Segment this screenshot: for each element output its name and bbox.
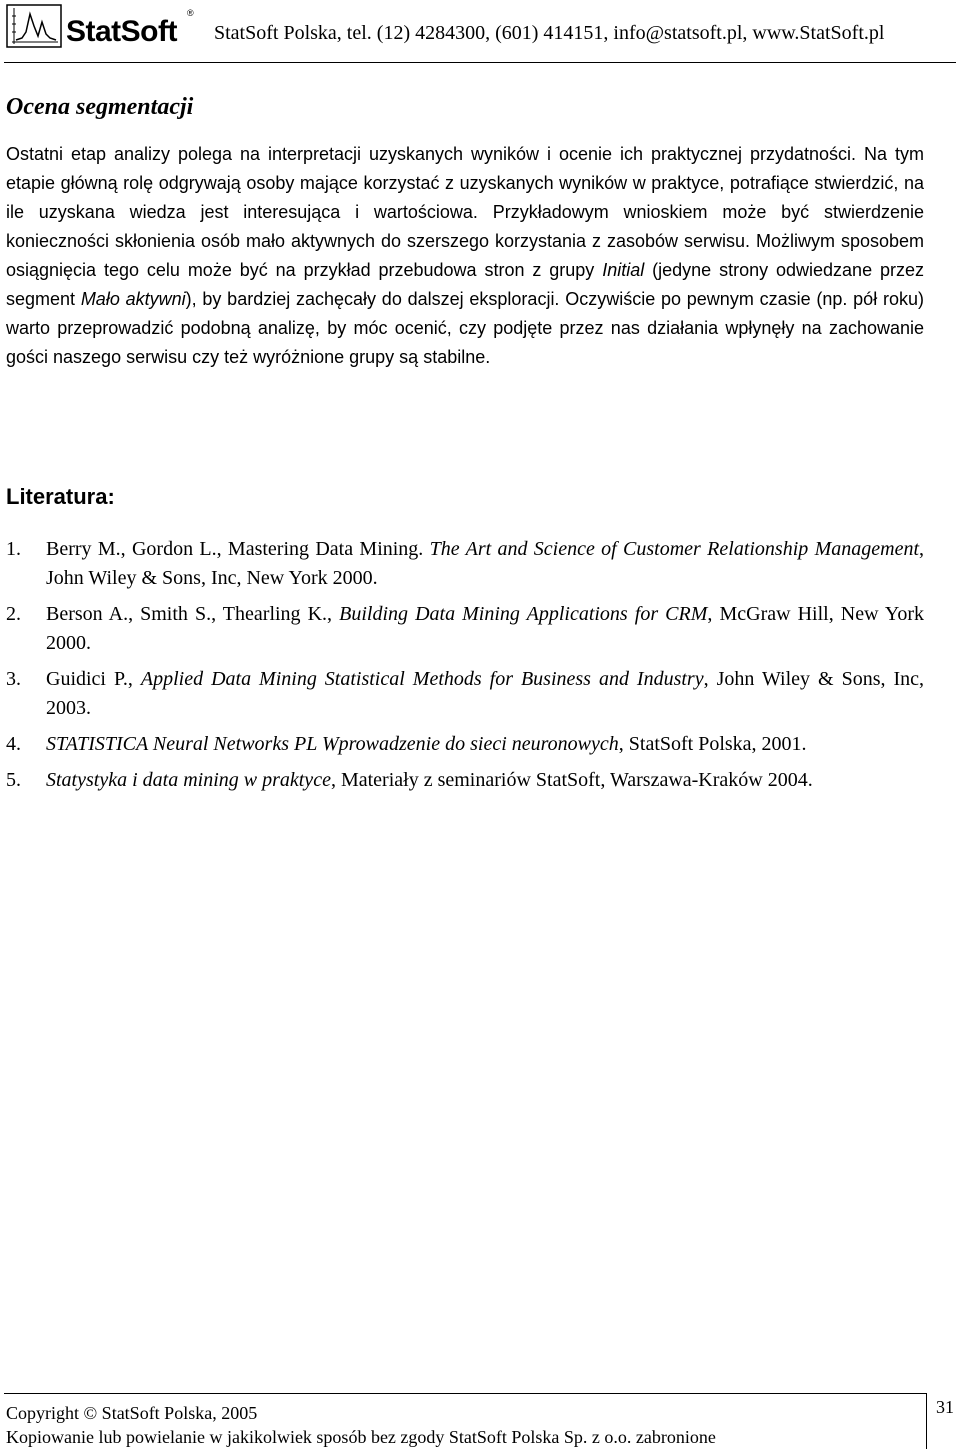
reference-item	[6, 600, 924, 658]
reference-title: Building Data Mining Applications for CRM	[339, 603, 708, 625]
page-header	[4, 0, 956, 64]
chart-logo-icon	[6, 4, 62, 48]
reference-publisher: , John Wiley & Sons, Inc, New York 2000.	[46, 538, 924, 589]
reference-item	[6, 535, 924, 593]
reference-number: 1.	[6, 538, 21, 560]
reference-title: STATISTICA Neural Networks PL Wprowadzenie do sieci neuronowych	[46, 733, 619, 755]
reference-list	[6, 535, 924, 802]
paragraph-italic-segment: Mało aktywni	[80, 289, 186, 309]
body-paragraph	[6, 140, 924, 372]
reference-authors: Berson A., Smith S., Thearling K.,	[46, 603, 340, 625]
paragraph-text-1: Ostatni etap analizy polega na interpretacji uzyskanych wyników i ocenie ich praktycznej przydatności. Na tym etapie główną rolę odgrywają osoby mające korzystać z uzyskanych wyników w praktyce, potrafiące stwierdzić, na ile uzyskana wiedza jest interesująca i wartościowa. Przykładowym wnioskiem może być stwierdzenie konieczności skłonienia osób mało aktywnych do szerszego korzystania z zasobów serwisu. Możliwym sposobem osiągnięcia tego celu może być na przykład przebudowa stron z grupy	[6, 144, 924, 280]
reference-number: 5.	[6, 769, 21, 791]
registered-mark: ®	[187, 8, 194, 18]
paragraph-text-2: (jedyne strony odwiedzane przez segment	[6, 260, 924, 309]
page-number: 31	[936, 1397, 954, 1417]
reference-publisher: , StatSoft Polska, 2001.	[618, 733, 807, 755]
reference-title: Statystyka i data mining w praktyce	[46, 769, 331, 791]
literature-heading: Literatura:	[6, 484, 115, 509]
reference-number: 2.	[6, 603, 21, 625]
reference-publisher: , McGraw Hill, New York 2000.	[46, 603, 924, 654]
reference-authors: Berry M., Gordon L., Mastering Data Mining.	[46, 538, 430, 560]
reference-publisher: , Materiały z seminariów StatSoft, Warszawa-Kraków 2004.	[330, 769, 813, 791]
paragraph-text-3: ), by bardziej zachęcały do dalszej eksploracji. Oczywiście po pewnym czasie (np. pół roku) warto przeprowadzić podobną analizę, by móc ocenić, czy podjęte przez nas działania wpłynęły na zachowanie gości naszego serwisu czy też wyróżnione grupy są stabilne.	[6, 289, 924, 367]
reference-number: 3.	[6, 668, 21, 690]
logo-wordmark: StatSoft	[66, 15, 177, 48]
footer-vertical-divider	[926, 1393, 927, 1449]
footer-notice: Kopiowanie lub powielanie w jakikolwiek sposób bez zgody StatSoft Polska Sp. z o.o. zabronione	[6, 1427, 716, 1447]
reference-publisher: , John Wiley & Sons, Inc, 2003.	[46, 668, 924, 719]
reference-number: 4.	[6, 733, 21, 755]
footer-copyright: Copyright © StatSoft Polska, 2005	[6, 1403, 258, 1423]
header-divider	[4, 62, 956, 63]
reference-item	[6, 766, 924, 795]
paragraph-italic-initial: Initial	[602, 260, 645, 280]
reference-item	[6, 730, 924, 759]
reference-title: The Art and Science of Customer Relationship Management	[429, 538, 919, 560]
header-contact-info: StatSoft Polska, tel. (12) 4284300, (601) 414151, info@statsoft.pl, www.StatSoft.pl	[214, 22, 885, 44]
statsoft-logo	[4, 2, 204, 60]
reference-title: Applied Data Mining Statistical Methods for Business and Industry	[140, 668, 704, 690]
section-title: Ocena segmentacji	[6, 94, 194, 120]
reference-authors: Guidici P.,	[46, 668, 141, 690]
footer-divider	[4, 1393, 926, 1394]
reference-item	[6, 665, 924, 723]
